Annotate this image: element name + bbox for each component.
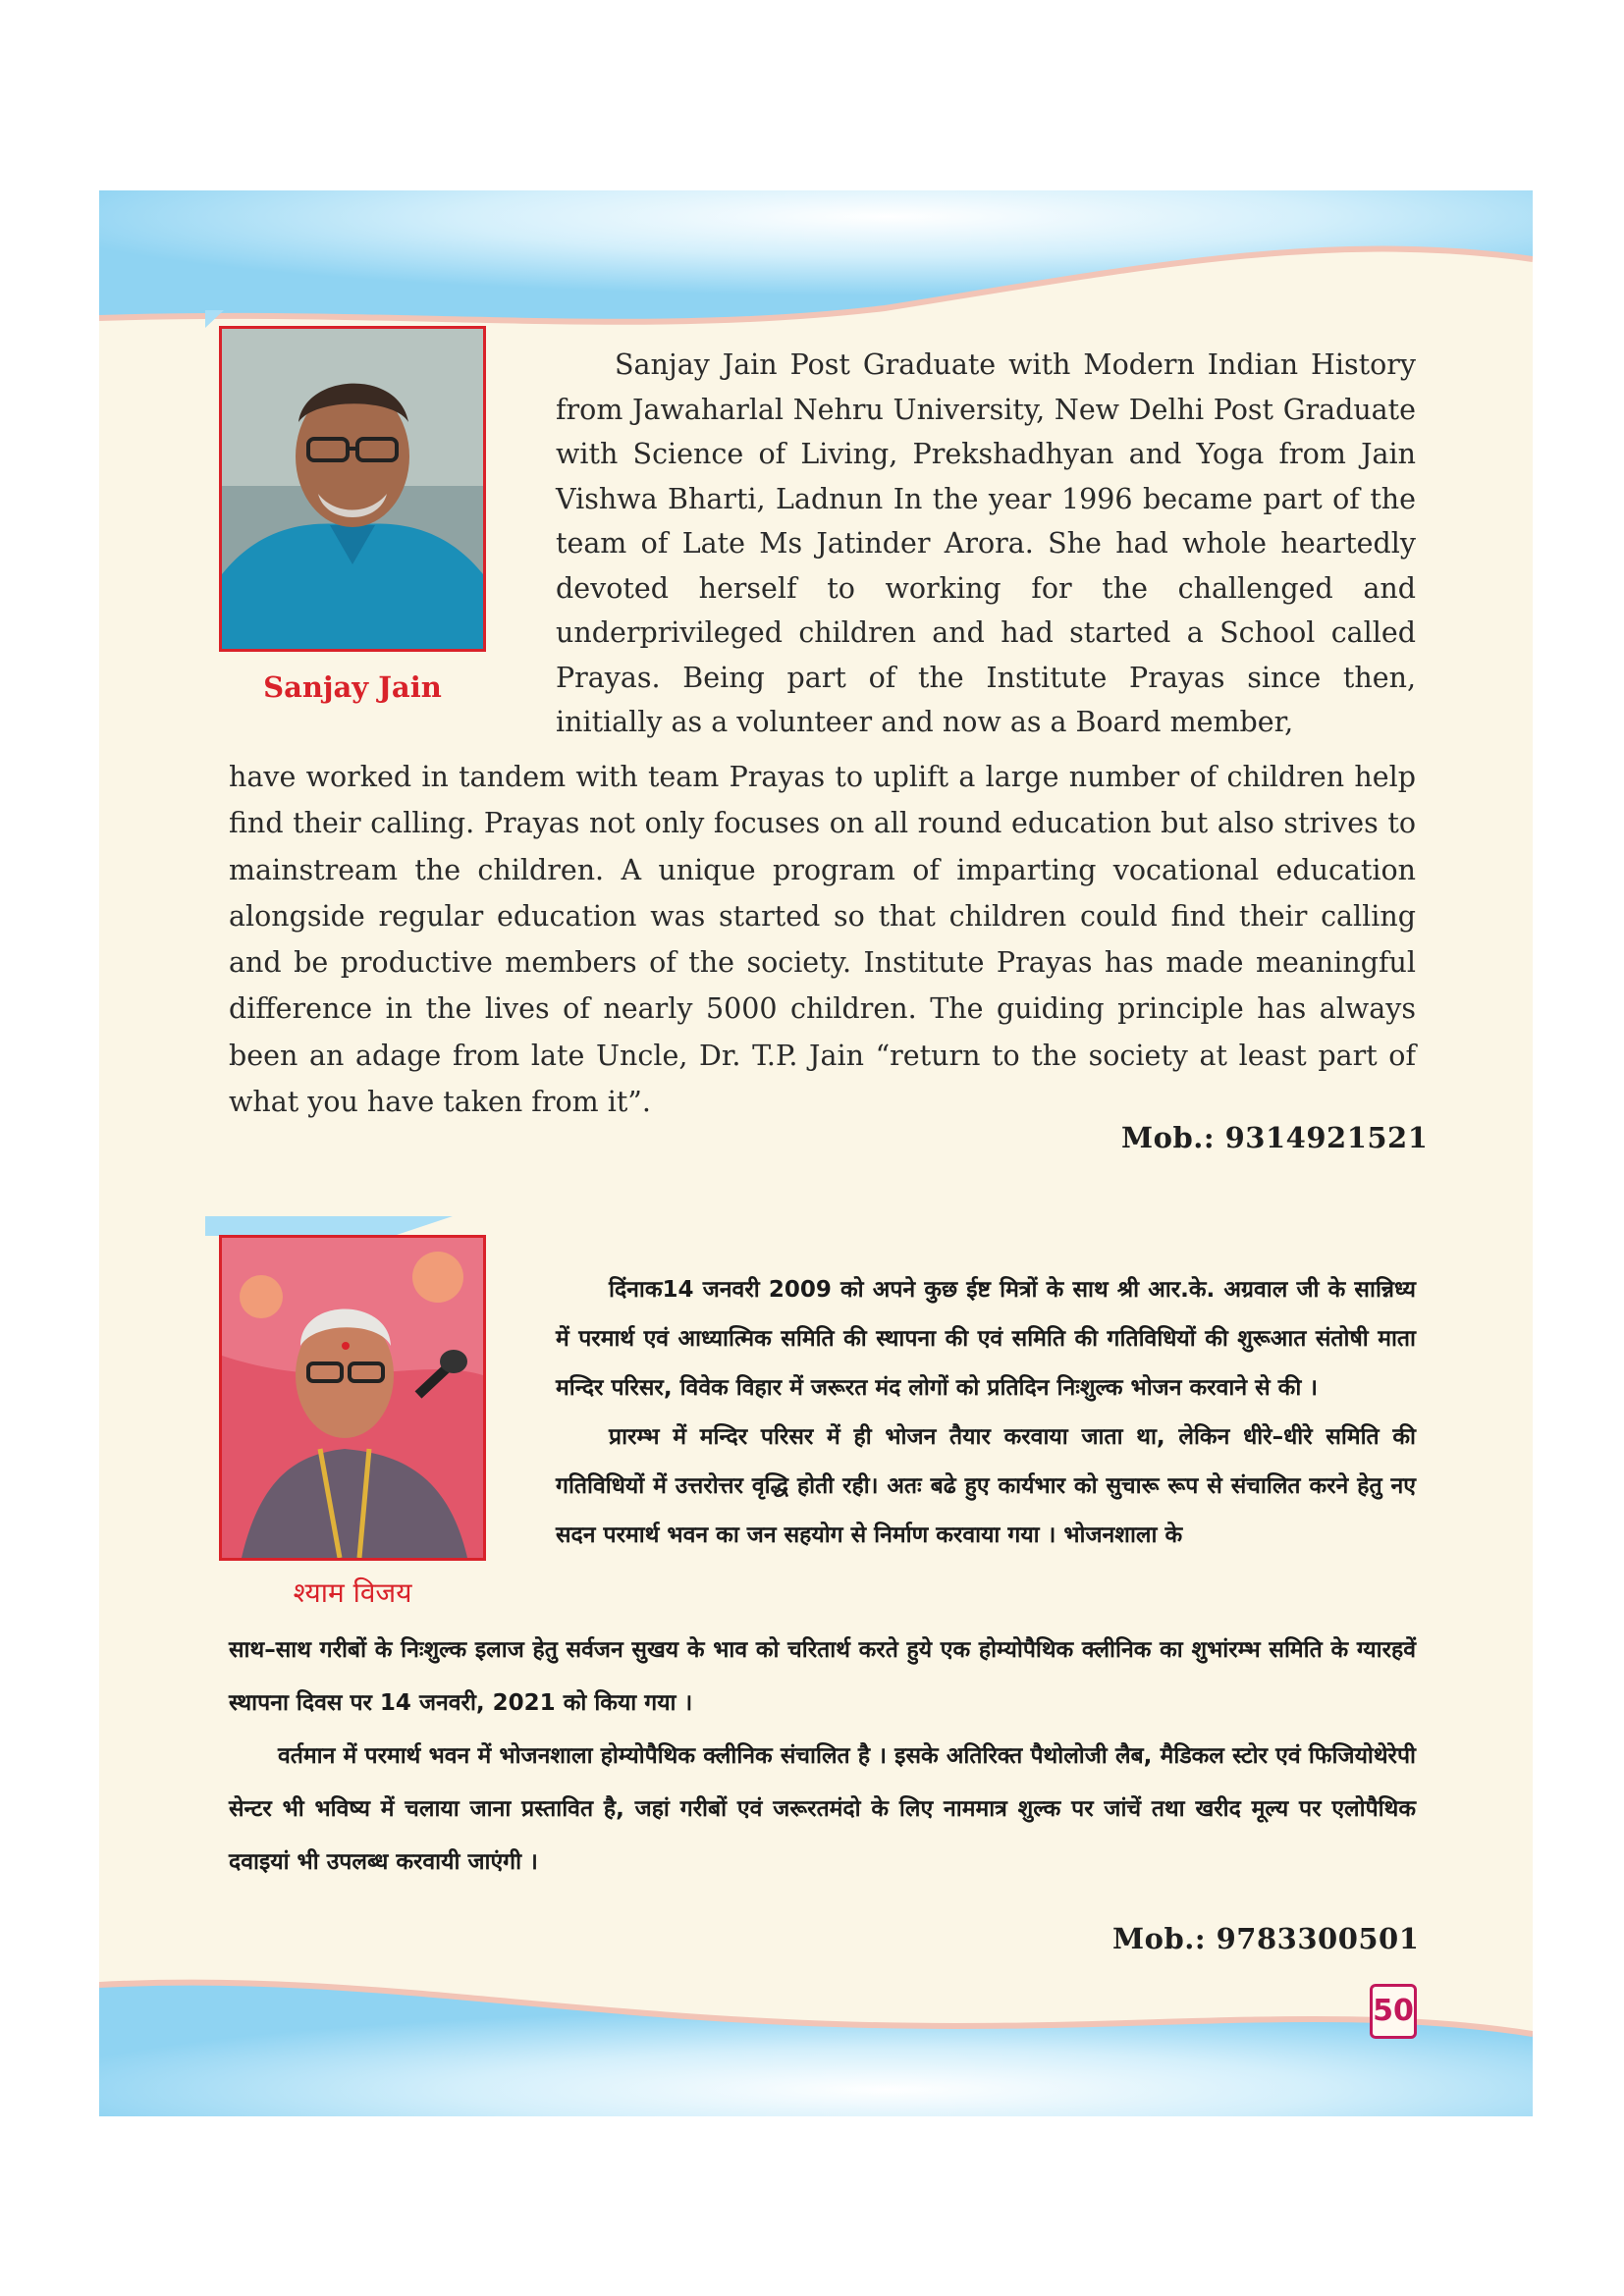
shyam-vijay-para2: प्रारम्भ में मन्दिर परिसर में ही भोजन तैयार करवाया जाता था, लेकिन धीरे–धीरे समिति की गतिविधियों में उत्तरोत्तर वृद्धि होती रही। अतः बढे हुए कार्यभार को सुचारू रूप से संचालित करने हेतु नए सदन परमार्थ भवन का जन सहयोग से निर्माण करवाया गया । भोजनशाला के: [556, 1424, 1416, 1548]
shyam-vijay-photo: [219, 1235, 486, 1561]
shyam-vijay-caption: श्याम विजय: [293, 1576, 412, 1609]
shyam-vijay-mobile: Mob.: 9783300501: [1112, 1922, 1420, 1955]
sanjay-jain-intro: Sanjay Jain Post Graduate with Modern Indian History from Jawaharlal Nehru University, New Delhi Post Graduate with Science of Living, Prekshadhyan and Yoga from Jain Vishwa Bharti, Ladnun In the year 1996 became part of the team of Late Ms Jatinder Arora. She had whole heartedly devoted herself to working for the challenged and underprivileged children and had started a School called Prayas. Being part of the Institute Prayas since then, initially as a volunteer and now as a Board member,: [556, 348, 1416, 738]
sanjay-jain-photo: [219, 326, 486, 652]
shyam-vijay-para3: साथ–साथ गरीबों के निःशुल्क इलाज हेतु सर्वजन सुखय के भाव को चरितार्थ करते हुये एक होम्योपैथिक क्लीनिक का शुभांरम्भ समिति के ग्यारहवें स्थापना दिवस पर 14 जनवरी, 2021 को किया गया ।: [229, 1637, 1416, 1716]
shyam-vijay-para1: दिंनाक14 जनवरी 2009 को अपने कुछ ईष्ट मित्रों के साथ श्री आर.के. अग्रवाल जी के सान्निध्य में परमार्थ एवं आध्यात्मिक समिति की स्थापना की एवं समिति की गतिविधियों की शुरूआत संतोषी माता मन्दिर परिसर, विवेक विहार में जरूरत मंद लोगों को प्रतिदिन निःशुल्क भोजन करवाने से की ।: [556, 1277, 1416, 1401]
shyam-vijay-para4: वर्तमान में परमार्थ भवन में भोजनशाला होम्योपैथिक क्लीनिक संचालित है । इसके अतिरिक्त पैथोलोजी लैब, मैडिकल स्टोर एवं फिजियोथेरेपी सेन्टर भी भविष्य में चलाया जाना प्रस्तावित है, जहां गरीबों एवं जरूरतमंदो के लिए नाममात्र शुल्क पर जांचें तथा खरीद मूल्य पर एलोपैथिक दवाइयां भी उपलब्ध करवायी जाएंगी ।: [229, 1743, 1416, 1875]
sanjay-jain-bio: have worked in tandem with team Prayas to uplift a large number of children help find their calling. Prayas not only focuses on all round education but also strives to mainstream the children. A unique program of imparting vocational education alongside regular education was started so that children could find their calling and be productive members of the society. Institute Prayas has made meaningful difference in the lives of nearly 5000 children. The guiding principle has always been an adage from late Uncle, Dr. T.P. Jain “return to the society at least part of what you have taken from it”.: [229, 761, 1416, 1119]
sanjay-jain-caption: Sanjay Jain: [263, 670, 442, 704]
page-number: 50: [1370, 1984, 1417, 2039]
sanjay-jain-mobile: Mob.: 9314921521: [1121, 1121, 1429, 1154]
